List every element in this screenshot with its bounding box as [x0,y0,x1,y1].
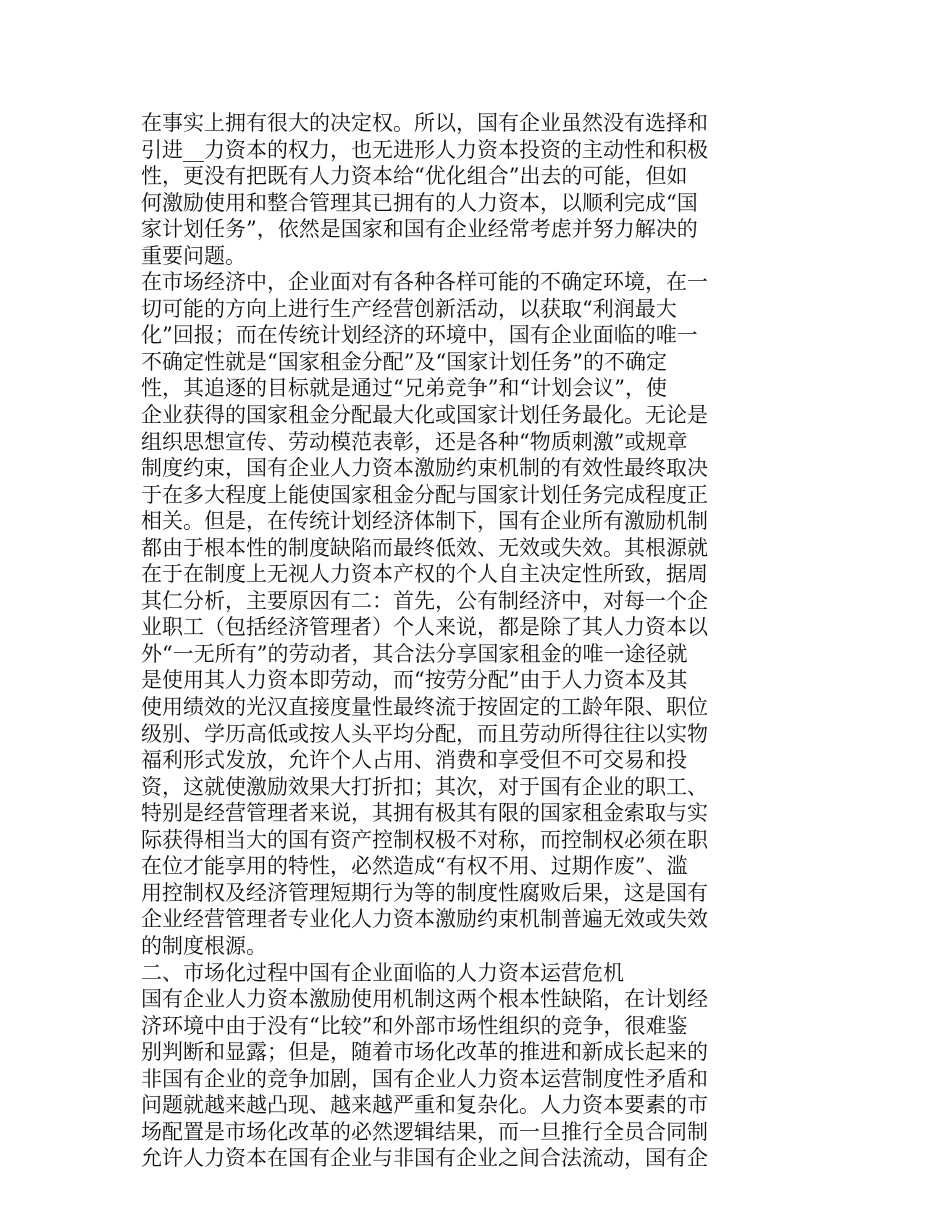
text-line: 非国有企业的竞争加剧，国有企业人力资本运营制度性矛盾和 [141,1066,708,1091]
text-line: 组织思想宣传、劳动模范表彰，还是各种“物质刺激”或规章 [141,429,688,454]
text-line: 切可能的方向上进行生产经营创新活动，以获取“利润最大 [141,296,677,321]
text-line: 业职工（包括经济管理者）个人来说，都是除了其人力资本以 [141,615,708,640]
section-heading: 二、市场化过程中国有企业面临的人力资本运营危机 [141,960,624,985]
text-line: 在位才能享用的特性，必然造成“有权不用、过期作废”、滥 [141,854,688,879]
text-line: 相关。但是，在传统计划经济体制下，国有企业所有激励机制 [141,509,708,534]
text-line: 问题就越来越凸现、越来越严重和复杂化。人力资本要素的市 [141,1093,708,1118]
text-line: 特别是经营管理者来说，其拥有极其有限的国家租金索取与实 [141,801,708,826]
text-line: 外“一无所有”的劳动者，其合法分享国家租金的唯一途径就 [141,641,688,666]
text-line: 在事实上拥有很大的决定权。所以，国有企业虽然没有选择和 [141,111,708,135]
text-line: 使用绩效的光汉直接度量性最终流于按固定的工龄年限、职位 [141,695,708,720]
text-line: 制度约束，国有企业人力资本激励约束机制的有效性最终取决 [141,456,708,481]
text-line: 允许人力资本在国有企业与非国有企业之间合法流动，国有企 [141,1146,708,1171]
text-line: 资，这就使激励效果大打折扣；其次，对于国有企业的职工、 [141,774,708,799]
text-line: 化”回报；而在传统计划经济的环境中，国有企业面临的唯一 [141,323,698,348]
text-line: 在于在制度上无视人力资本产权的个人自主决定性所致，据周 [141,562,708,587]
text-line: 都由于根本性的制度缺陷而最终低效、无效或失效。其根源就 [141,535,708,560]
text-line: 用控制权及经济管理短期行为等的制度性腐败后果，这是国有 [141,880,708,905]
text-line: 际获得相当大的国有资产控制权极不对称，而控制权必须在职 [141,827,708,852]
text-line: 其仁分析，主要原因有二：首先，公有制经济中，对每一个企 [141,588,708,613]
text-line: 企业经营管理者专业化人力资本激励约束机制普遍无效或失效 [141,907,708,932]
text-line: 是使用其人力资本即劳动，而“按劳分配”由于人力资本及其 [141,668,688,693]
text-line: 福利形式发放，允许个人占用、消费和享受但不可交易和投 [141,748,687,773]
text-line: 不确定性就是“国家租金分配”及“国家计划任务”的不确定 [141,349,667,374]
text-line: 性，其追逐的目标就是通过“兄弟竞争”和“计划会议”，使 [141,376,667,401]
text-line: 家计划任务”，依然是国家和国有企业经常考虑并努力解决的 [141,217,698,242]
text-line: 性，更没有把既有人力资本给“优化组合”出去的可能，但如 [141,164,688,189]
text-line: 重要问题。 [141,243,246,268]
text-line: 的制度根源。 [141,933,267,958]
text-line: 级别、学历高低或按人头平均分配，而且劳动所得往往以实物 [141,721,708,746]
text-line: 济环境中由于没有“比较”和外部市场性组织的竞争，很难鉴 [141,1013,688,1038]
text-line: 企业获得的国家租金分配最大化或国家计划任务最化。无论是 [141,403,708,428]
body-text [141,110,731,1172]
text-line: 引进__力资本的权力，也无进形人力资本投资的主动性和积极 [141,137,708,162]
text-line: 何激励使用和整合管理其已拥有的人力资本，以顺利完成“国 [141,190,698,215]
text-line: 场配置是市场化改革的必然逻辑结果，而一旦推行全员合同制 [141,1119,708,1144]
text-line: 别判断和显露；但是，随着市场化改革的推进和新成长起来的 [141,1040,708,1065]
text-line: 国有企业人力资本激励使用机制这两个根本性缺陷，在计划经 [141,987,708,1012]
text-line: 于在多大程度上能使国家租金分配与国家计划任务完成程度正 [141,482,708,507]
text-line: 在市场经济中，企业面对有各种各样可能的不确定环境，在一 [141,270,708,295]
